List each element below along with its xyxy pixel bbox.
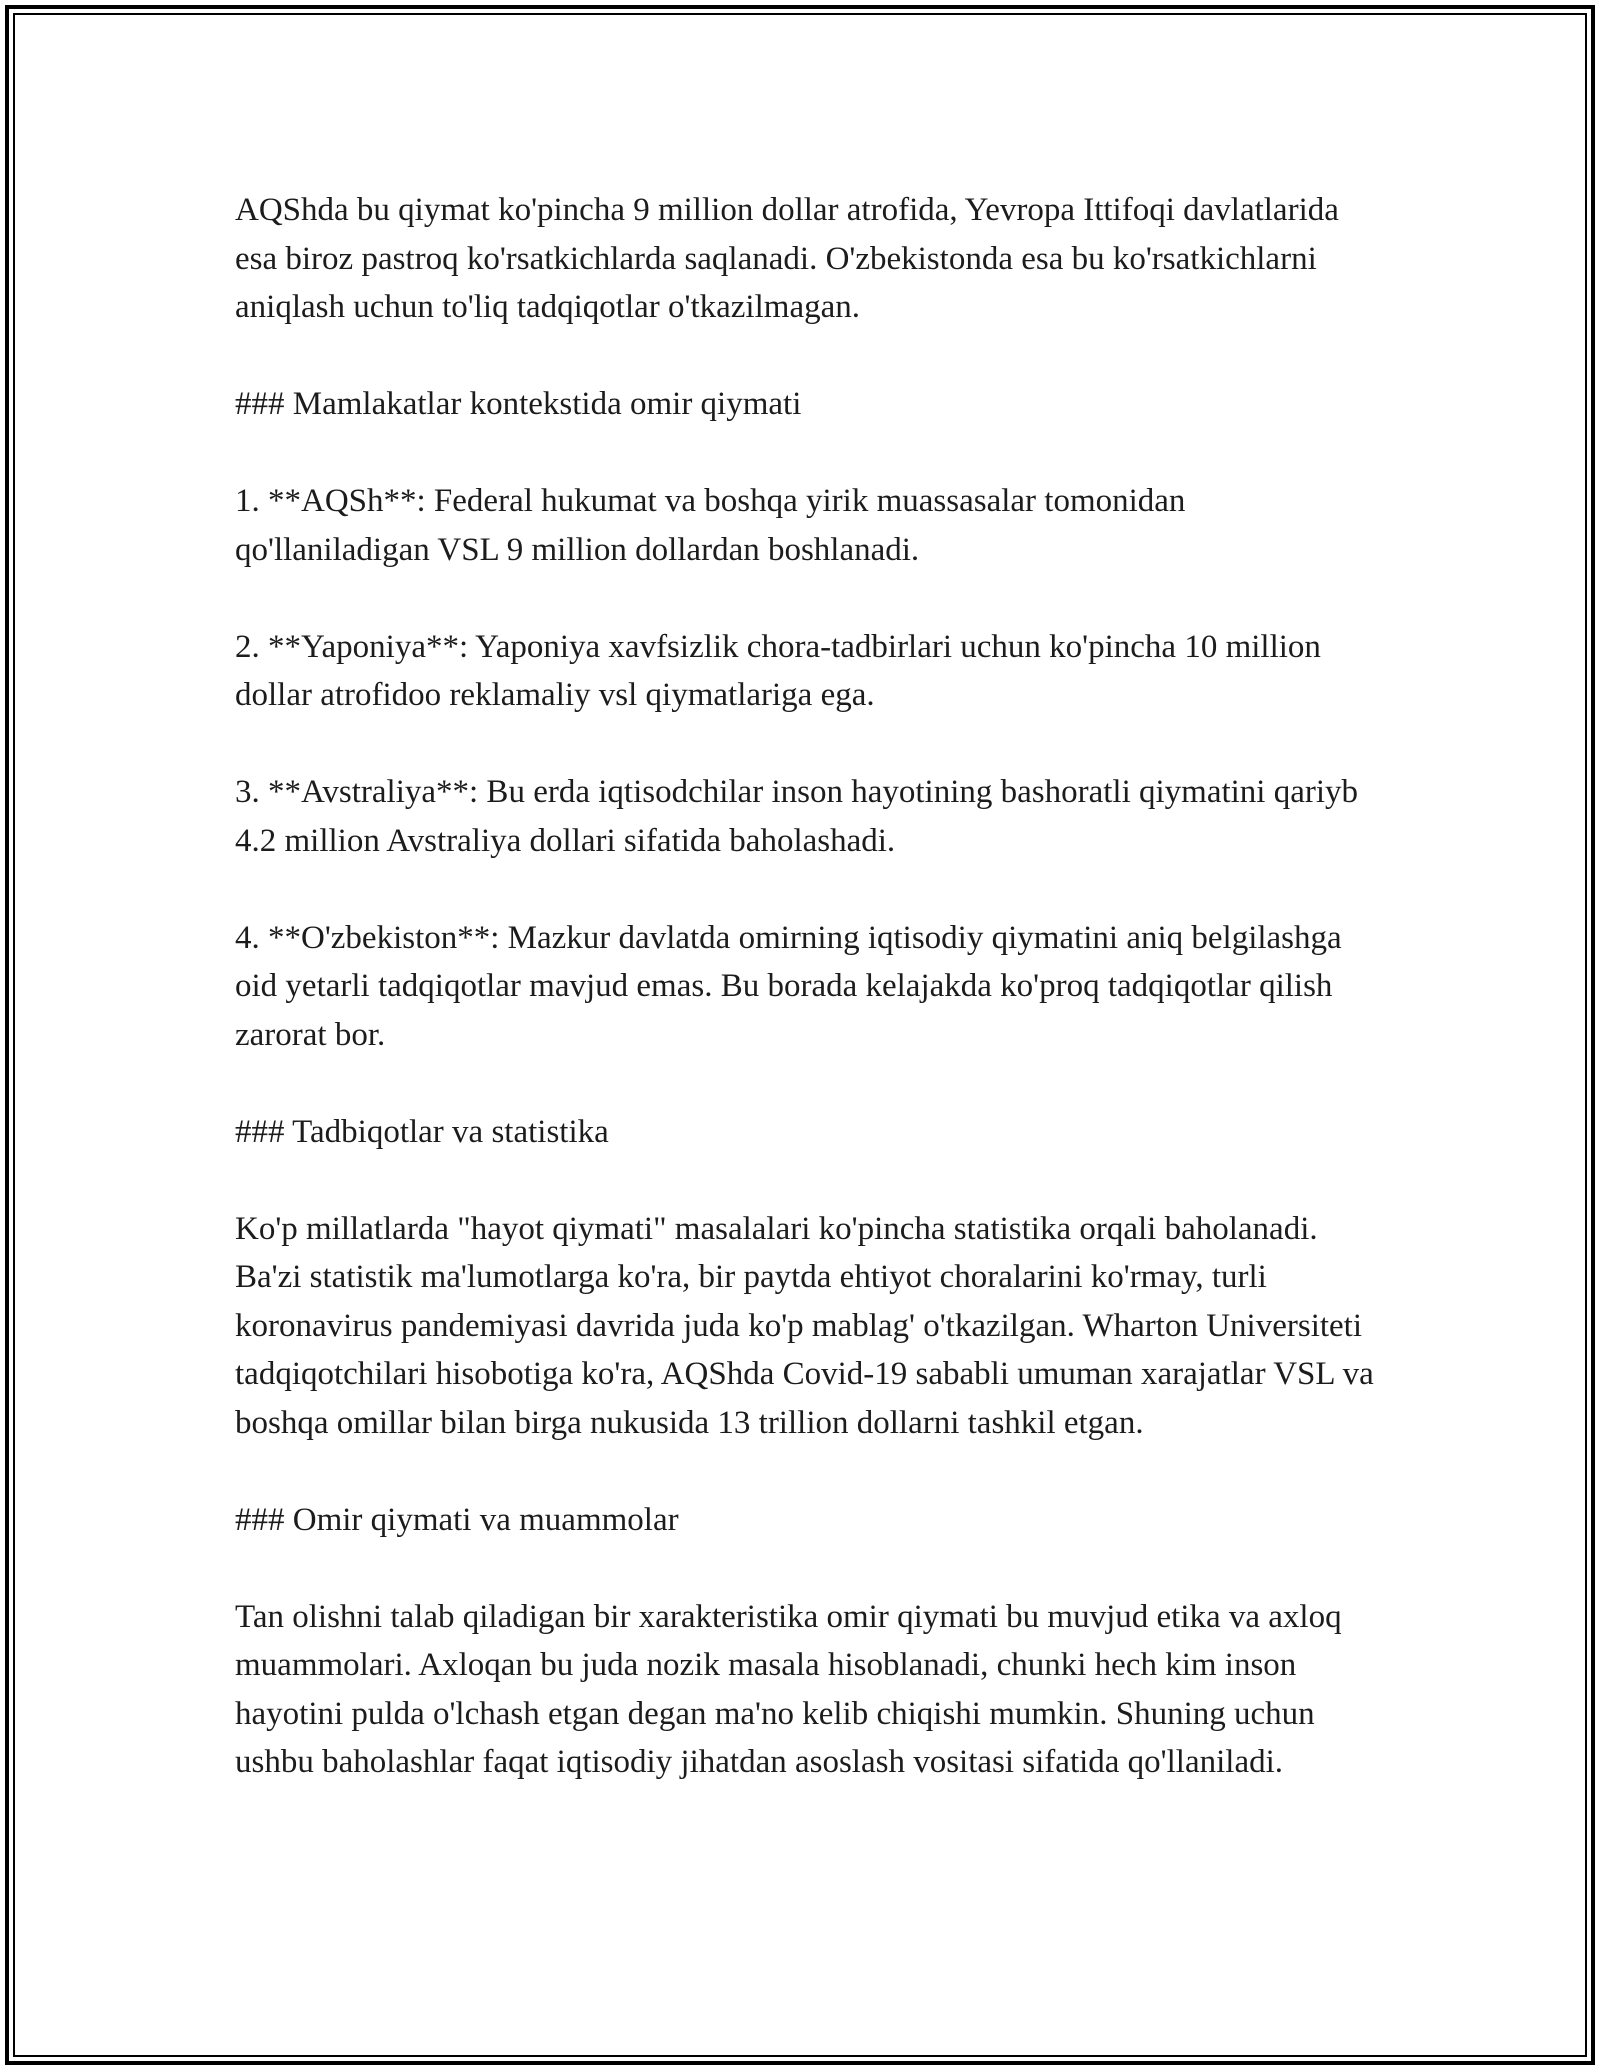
list-item-usa: 1. **AQSh**: Federal hukumat va boshqa yirik muassasalar tomonidan qo'llaniladigan VSL 9 million dollardan boshlanadi. — [235, 483, 1186, 568]
section-heading-countries: ### Mamlakatlar kontekstida omir qiymati — [235, 386, 802, 422]
problems-paragraph: Tan olishni talab qiladigan bir xarakteristika omir qiymati bu muvjud etika va axloq muammolari. Axloqan bu juda nozik masala hisoblanadi, chunki hech kim inson hayotini pulda o'lchash etgan degan ma'no kelib chiqishi mumkin. Shuning uchun ushbu baholashlar faqat iqtisodiy jihatdan asoslash vositasi sifatida qo'llaniladi. — [235, 1598, 1342, 1780]
section-heading-statistics: ### Tadbiqotlar va statistika — [235, 1113, 609, 1150]
list-item-japan: 2. **Yaponiya**: Yaponiya xavfsizlik chora-tadbirlari uchun ko'pincha 10 million dollar atrofidoo reklamaliy vsl qiymatlariga ega. — [235, 628, 1321, 713]
statistics-paragraph: Ko'p millatlarda "hayot qiymati" masalalari ko'pincha statistika orqali baholanadi. Ba'zi statistik ma'lumotlarga ko'ra, bir paytda ehtiyot choralarini ko'rmay, turli koronavirus pandemiyasi davrida juda ko'p mablag' o'tkazilgan. Wharton Universiteti tadqiqotchilari hisobotiga ko'ra, AQShda Covid-19 sababli umuman xarajatlar VSL va boshqa omillar bilan birga nukusida 13 trillion dollarni tashkil etgan. — [235, 1210, 1374, 1441]
document-body — [235, 186, 1375, 1835]
section-heading-problems: ### Omir qiymati va muammolar — [235, 1501, 679, 1538]
intro-paragraph: AQShda bu qiymat ko'pincha 9 million dollar atrofida, Yevropa Ittifoqi davlatlarida esa biroz pastroq ko'rsatkichlarda saqlanadi. O'zbekistonda esa bu ko'rsatkichlarni aniqlash uchun to'liq tadqiqotlar o'tkazilmagan. — [235, 192, 1339, 325]
list-item-australia: 3. **Avstraliya**: Bu erda iqtisodchilar inson hayotining bashoratli qiymatini qariyb 4.2 million Avstraliya dollari sifatida baholashadi. — [235, 774, 1359, 859]
list-item-uzbekistan: 4. **O'zbekiston**: Mazkur davlatda omirning iqtisodiy qiymatini aniq belgilashga oid yetarli tadqiqotlar mavjud emas. Bu borada kelajakda ko'proq tadqiqotlar qilish zarorat bor. — [235, 919, 1342, 1053]
